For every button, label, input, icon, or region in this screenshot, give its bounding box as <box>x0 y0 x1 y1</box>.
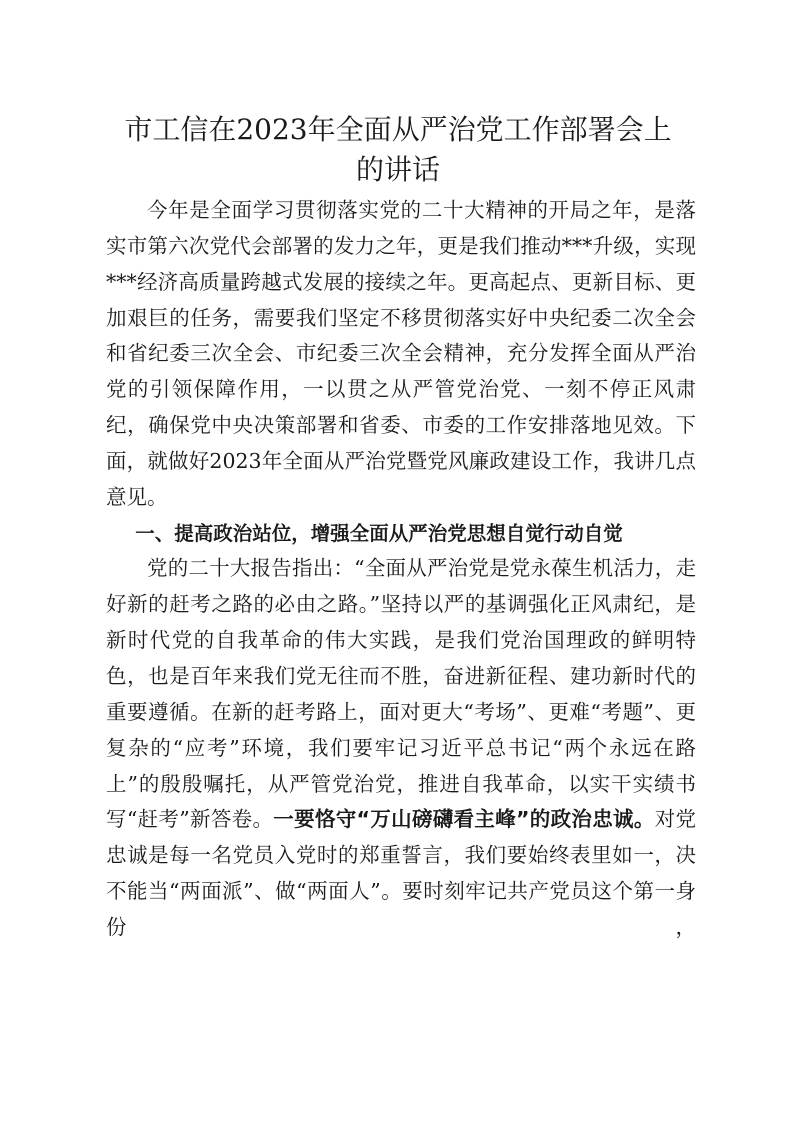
paragraph-section-1-bold-point: 一要恪守“万山磅礴看主峰”的政治忠诚。 <box>273 807 655 832</box>
paragraph-section-1-text: 党的二十大报告指出：“全面从严治党是党永葆生机活力，走好新的赶考之路的必由之路。”坚持以严的基调强化正风肃纪，是新时代党的自我革命的伟大实践，是我们党治国理政的鲜明特色，也是百年来我们党无往而不胜，奋进新征程、建功新时代的重要遵循。在新的赶考路上，面对更大“考场”、更难“考题”、更复杂的“应考”环境，我们要牢记习近平总书记“两个永远在路上”的殷殷嘱托，从严管党治党，推进自我革命，以实干实绩书写“赶考”新答卷。 <box>106 556 696 832</box>
document-title-line-2: 的讲话 <box>355 153 440 186</box>
paragraph-section-1-text-continued: 对党忠诚是每一名党员入党时的郑重誓言，我们要始终表里如一，决不能当“两面派”、做“两面人”。要时刻牢记共产党员这个第一身份， <box>106 807 697 939</box>
paragraph-intro: 今年是全面学习贯彻落实党的二十大精神的开局之年，是落实市第六次党代会部署的发力之年，更是我们推动***升级，实现***经济高质量跨越式发展的接续之年。更高起点、更新目标、更加艰巨的任务，需要我们坚定不移贯彻落实好中央纪委二次全会和省纪委三次全会、市纪委三次全会精神，充分发挥全面从严治党的引领保障作用，一以贯之从严管党治党、一刻不停正风肃纪，确保党中央决策部署和省委、市委的工作安排落地见效。下面，就做好2023年全面从严治党暨党风廉政建设工作，我讲几点意见。 <box>106 198 696 509</box>
document-title-line-1: 市工信在2023年全面从严治党工作部署会上 <box>124 113 672 146</box>
paragraph-section-1 <box>106 551 696 945</box>
document-body <box>106 193 696 946</box>
section-heading-1: 一、提高政治站位，增强全面从严治党思想自觉行动自觉 <box>135 521 623 545</box>
